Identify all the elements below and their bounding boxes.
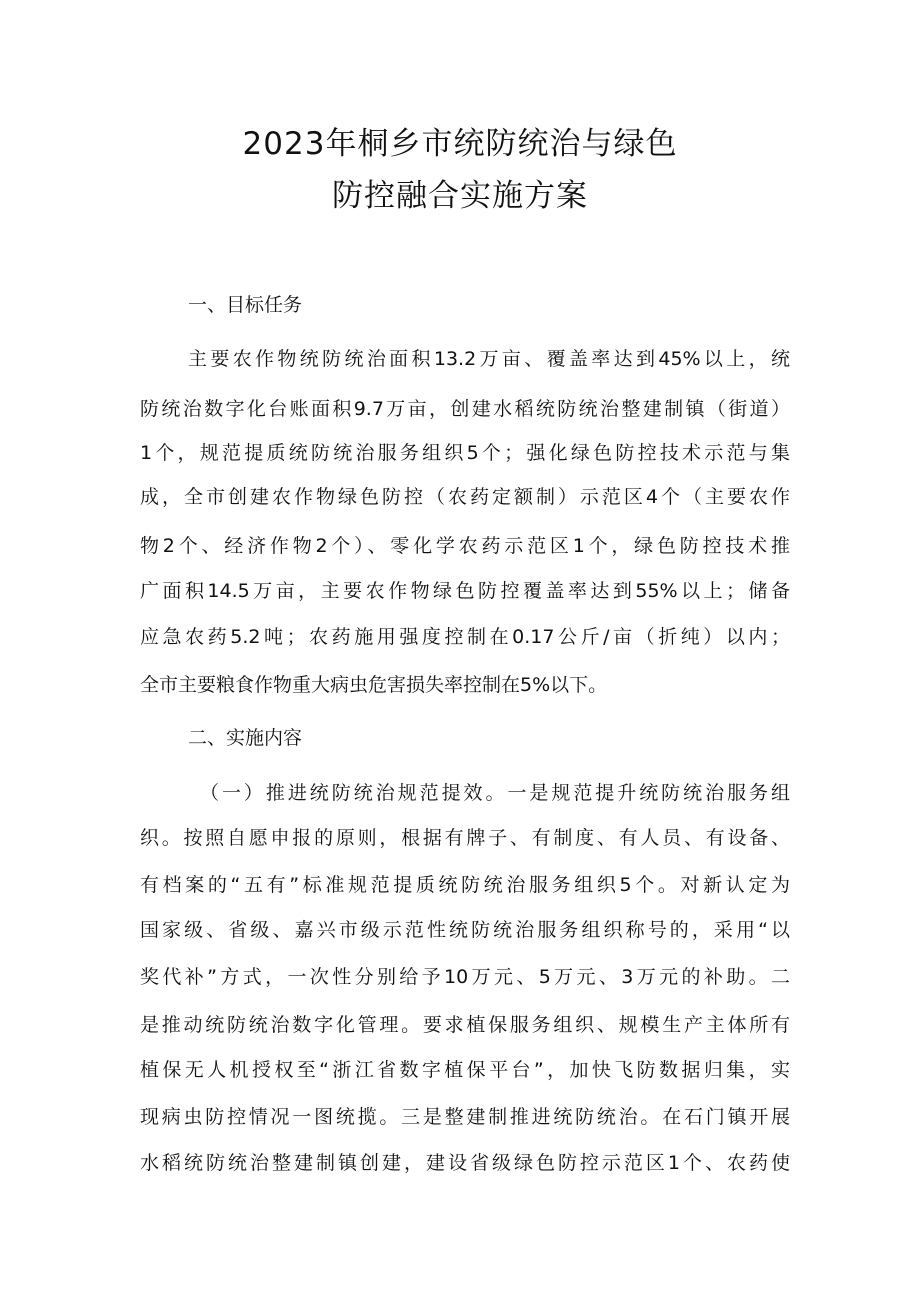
document-title-line-2: 防控融合实施方案 <box>332 178 588 214</box>
paragraph-line: 水稻统防统治整建制镇创建，建设省级绿色防控示范区1个、农药使 <box>140 1152 790 1174</box>
paragraph-line: 广面积14.5万亩，主要农作物绿色防控覆盖率达到55%以上；储备 <box>140 580 790 602</box>
paragraph-line: 物2个、经济作物2个）、零化学农药示范区1个，绿色防控技术推 <box>140 535 790 557</box>
paragraph-line: 成，全市创建农作物绿色防控（农药定额制）示范区4个（主要农作 <box>140 486 790 508</box>
paragraph-line: 防统治数字化台账面积9.7万亩，创建水稻统防统治整建制镇（街道） <box>140 398 790 420</box>
document-title-line-1: 2023年桐乡市统防统治与绿色 <box>242 126 678 162</box>
paragraph-line: 全市主要粮食作物重大病虫危害损失率控制在5%以下。 <box>140 674 608 696</box>
paragraph-line: 织。按照自愿申报的原则，根据有牌子、有制度、有人员、有设备、 <box>140 827 790 849</box>
paragraph-line: 应急农药5.2吨；农药施用强度控制在0.17公斤/亩（折纯）以内； <box>140 626 790 648</box>
paragraph-line: 现病虫防控情况一图统揽。三是整建制推进统防统治。在石门镇开展 <box>140 1106 790 1128</box>
section-heading-implementation: 二、实施内容 <box>188 727 303 749</box>
paragraph-line: 主要农作物统防统治面积13.2万亩、覆盖率达到45%以上，统 <box>188 348 790 370</box>
section-heading-targets: 一、目标任务 <box>188 294 303 316</box>
paragraph-line: 1个，规范提质统防统治服务组织5个；强化绿色防控技术示范与集 <box>140 442 790 464</box>
paragraph-line: 奖代补”方式，一次性分别给予10万元、5万元、3万元的补助。二 <box>140 966 790 988</box>
paragraph-line: 国家级、省级、嘉兴市级示范性统防统治服务组织称号的，采用“以 <box>140 919 790 941</box>
paragraph-line: 植保无人机授权至“浙江省数字植保平台”，加快飞防数据归集，实 <box>140 1059 790 1081</box>
paragraph-line: 有档案的“五有”标准规范提质统防统治服务组织5个。对新认定为 <box>140 874 790 896</box>
paragraph-line: （一）推进统防统治规范提效。一是规范提升统防统治服务组 <box>200 782 790 804</box>
paragraph-line: 是推动统防统治数字化管理。要求植保服务组织、规模生产主体所有 <box>140 1014 790 1036</box>
